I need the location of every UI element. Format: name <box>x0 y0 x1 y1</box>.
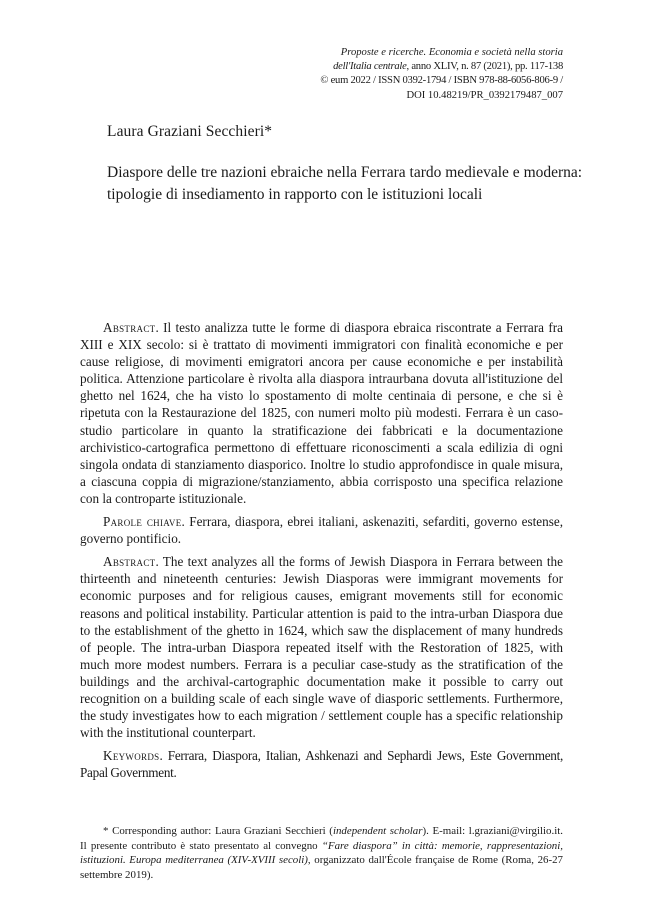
journal-issue: , anno XLIV, n. 87 (2021), pp. 117-138 <box>406 61 563 73</box>
keywords-english-label: Keywords <box>103 748 160 764</box>
footnote <box>80 824 563 882</box>
footnote-role: independent scholar <box>332 825 423 837</box>
keywords-italian: Parole chiave. Ferrara, diaspora, ebrei italiani, askenaziti, sefarditi, governo estense, governo pontificio. <box>80 514 563 547</box>
paper-title <box>107 162 583 205</box>
keywords-english-text: Ferrara, Diaspora, Italian, Ashkenazi and Sephardi Jews, Este Government, Papal Government. <box>80 748 563 781</box>
abstract-italian-text: Il testo analizza tutte le forme di diaspora ebraica riscontrate a Ferrara fra XIII e XIX secolo: si è trattato di movimenti immigratori con finalità economiche e per cause religiose, di movimenti emigratori ancora per cause economiche e per instabilità politica. Attenzione particolare è rivolta alla diaspora intraurbana dovuta all'istituzione del ghetto nel 1624, che ha visto lo spostamento di molte centinaia di persone, e che si è ripetuta con la Restaurazione del 1825, con numeri molto più modesti. Ferrara è un caso-studio particolare in quanto la stratificazione dei fabbricati e la documentazione archivistico-cartografica permettono di effettuare riconoscimenti a scala edilizia di ogni singola ondata di stanziamento diasporico. Inoltre lo studio approfondisce in quale misura, a ciascuna coppia di migrazione/stanziamento, abbia corrisposto una specifica relazione con la controparte istituzionale. <box>80 320 563 506</box>
abstract-italian: Abstract. Il testo analizza tutte le forme di diaspora ebraica riscontrate a Ferrara fra XIII e XIX secolo: si è trattato di movimenti immigratori con finalità economiche e per cause religiose, di movimenti emigratori ancora per cause economiche e per instabilità politica. Attenzione particolare è rivolta alla diaspora intraurbana dovuta all'istituzione del ghetto nel 1624, che ha visto lo spostamento di molte centinaia di persone, e che si è ripetuta con la Restaurazione del 1825, con numeri molto più modesti. Ferrara è un caso-studio particolare in quanto la stratificazione dei fabbricati e la documentazione archivistico-cartografica permettono di effettuare riconoscimenti a scala edilizia di ogni singola ondata di stanziamento diasporico. Inoltre lo studio approfondisce in quale misura, a ciascuna coppia di migrazione/stanziamento, abbia corrisposto una specifica relazione con la controparte istituzionale. <box>80 320 563 506</box>
keywords-italian-label: Parole chiave <box>103 514 182 530</box>
footnote-part-1: * Corresponding author: Laura Graziani Secchieri ( <box>103 825 333 837</box>
abstract-italian-label: Abstract <box>103 320 156 335</box>
footnote-part-2: ). E-mail: l.graziani@virgilio.it. Il presente contributo è stato presentato al convegno <box>80 825 564 852</box>
keywords-italian-text: Ferrara, diaspora, ebrei italiani, askenaziti, sefarditi, governo estense, governo pontificio. <box>80 514 563 547</box>
abstract-english-label: Abstract <box>103 554 156 570</box>
journal-doi-line: DOI 10.48219/PR_0392179487_007 <box>406 89 563 101</box>
abstract-english-text: The text analyzes all the forms of Jewish Diaspora in Ferrara between the thirteenth and nineteenth centuries: Jewish Diasporas were immigrant movements for economic purposes and for religious causes, emigrant movements still for economic reasons and political instability. Particular attention is paid to the intra-urban Diaspora due to the establishment of the ghetto in 1624, which saw the displacement of many hundreds of people. The intra-urban Diaspora repeated itself with the Restoration of 1825, with much more modest numbers. Ferrara is a peculiar case-study as the stratification of the buildings and the archival-cartographic documentation make it possible to carry out recognition on a building scale of each single wave of diasporic settlements. Furthermore, the study investigates how to each migration / settlement couple has a specific relationship with the institutional counterpart. <box>80 554 563 741</box>
journal-title-italic: dell'Italia centrale <box>333 61 407 73</box>
journal-isbn-line: © eum 2022 / ISSN 0392-1794 / ISBN 978-88-6056-806-9 / <box>320 75 563 87</box>
paper-title-line-1: Diaspore delle tre nazioni ebraiche nella Ferrara tardo medievale e moderna: <box>107 164 583 181</box>
journal-header <box>250 46 563 103</box>
abstract-english: Abstract. The text analyzes all the forms of Jewish Diaspora in Ferrara between the thirteenth and nineteenth centuries: Jewish Diasporas were immigrant movements for economic purposes and for religious causes, emigrant movements still for economic reasons and political instability. Particular attention is paid to the intra-urban Diaspora due to the establishment of the ghetto in 1624, which saw the displacement of many hundreds of people. The intra-urban Diaspora repeated itself with the Restoration of 1825, with much more modest numbers. Ferrara is a peculiar case-study as the stratification of the buildings and the archival-cartographic documentation make it possible to carry out recognition on a building scale of each single wave of diasporic settlements. Furthermore, the study investigates how to each migration / settlement couple has a specific relationship with the institutional counterpart. <box>80 554 563 741</box>
author-name: Laura Graziani Secchieri* <box>107 123 273 140</box>
footnote-part-3: , organizzato dall'École française de Rome (Roma, 26-27 settembre 2019). <box>80 854 563 881</box>
journal-title-line: Proposte e ricerche. Economia e società nella storia <box>340 47 563 58</box>
keywords-english: Keywords. Ferrara, Diaspora, Italian, Ashkenazi and Sephardi Jews, Este Government, Papal Government. <box>80 748 563 781</box>
abstracts-block <box>80 319 563 787</box>
journal-issue-line <box>250 60 563 74</box>
footnote-conference: “Fare diaspora” in città: memorie, rappresentazioni, istituzioni. Europa mediterranea (XIV-XVIII secoli) <box>80 839 564 867</box>
paper-title-line-2: tipologie di insediamento in rapporto con le istituzioni locali <box>107 185 483 203</box>
